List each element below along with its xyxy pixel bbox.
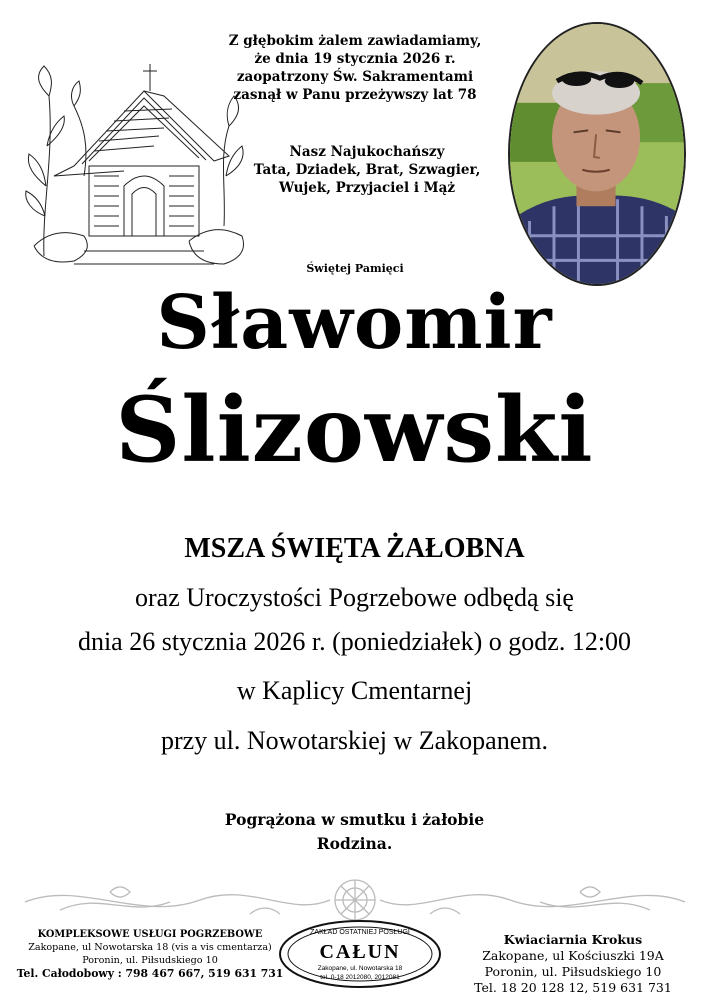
florist-phone: Tel. 18 20 128 12, 519 631 731 (474, 980, 672, 995)
announcement-line: zasnął w Panu przeżywszy lat 78 (233, 87, 477, 103)
announcement-line: że dnia 19 stycznia 2026 r. (254, 51, 456, 67)
funeral-home-address: Poronin, ul. Piłsudskiego 10 (82, 955, 218, 966)
mass-title: MSZA ŚWIĘTA ŻAŁOBNA (184, 533, 525, 564)
announcement-line: zaopatrzony Św. Sakramentami (236, 69, 474, 85)
relations-line: Tata, Dziadek, Brat, Szwagier, (253, 162, 481, 178)
florist-address: Zakopane, ul Kościuszki 19A (482, 948, 664, 963)
mass-line: oraz Uroczystości Pogrzebowe odbędą się (135, 583, 574, 612)
funeral-home-name: KOMPLEKSOWE USŁUGI POGRZEBOWE (37, 929, 263, 940)
funeral-home-phone: Tel. Całodobowy : 798 467 667, 519 631 731 (16, 967, 284, 980)
relations-line: Wujek, Przyjaciel i Mąż (278, 180, 455, 196)
relations-line: Nasz Najukochańszy (289, 144, 445, 160)
chapel-sketch-illustration (14, 36, 254, 276)
announcement-line: Z głębokim żalem zawiadamiamy, (228, 33, 482, 49)
logo-name: CAŁUN (319, 941, 401, 963)
mourners-text (0, 808, 709, 856)
florist-address: Poronin, ul. Piłsudskiego 10 (484, 964, 662, 979)
florist-ad (448, 932, 698, 996)
funeral-home-address: Zakopane, ul Nowotarska 18 (vis a vis cmentarza) (28, 942, 272, 953)
logo-top-text: ZAKŁAD OSTATNIEJ POSŁUGI (310, 929, 410, 936)
mass-line: przy ul. Nowotarskiej w Zakopanem. (160, 726, 548, 755)
funeral-home-ad (14, 928, 286, 980)
logo-bottom-text: tel. 0-18 2012080, 2012081 (320, 974, 400, 981)
logo-bottom-text: Zakopane, ul. Nowotarska 18 (317, 965, 403, 972)
first-name: Sławomir (156, 280, 553, 366)
mass-line: dnia 26 stycznia 2026 r. (poniedziałek) o godz. 12:00 (77, 627, 632, 656)
calun-logo (278, 918, 443, 990)
relations-text (238, 143, 496, 197)
last-name: Ślizowski (115, 377, 594, 483)
portrait-photo (508, 22, 686, 286)
death-announcement (226, 32, 484, 104)
mourners-line: Rodzina. (316, 834, 393, 853)
memory-label: Świętej Pamięci (306, 262, 404, 275)
mass-line: w Kaplicy Cmentarnej (236, 676, 473, 705)
florist-name: Kwiaciarnia Krokus (503, 932, 643, 947)
mourners-line: Pogrążona w smutku i żałobie (224, 810, 485, 829)
